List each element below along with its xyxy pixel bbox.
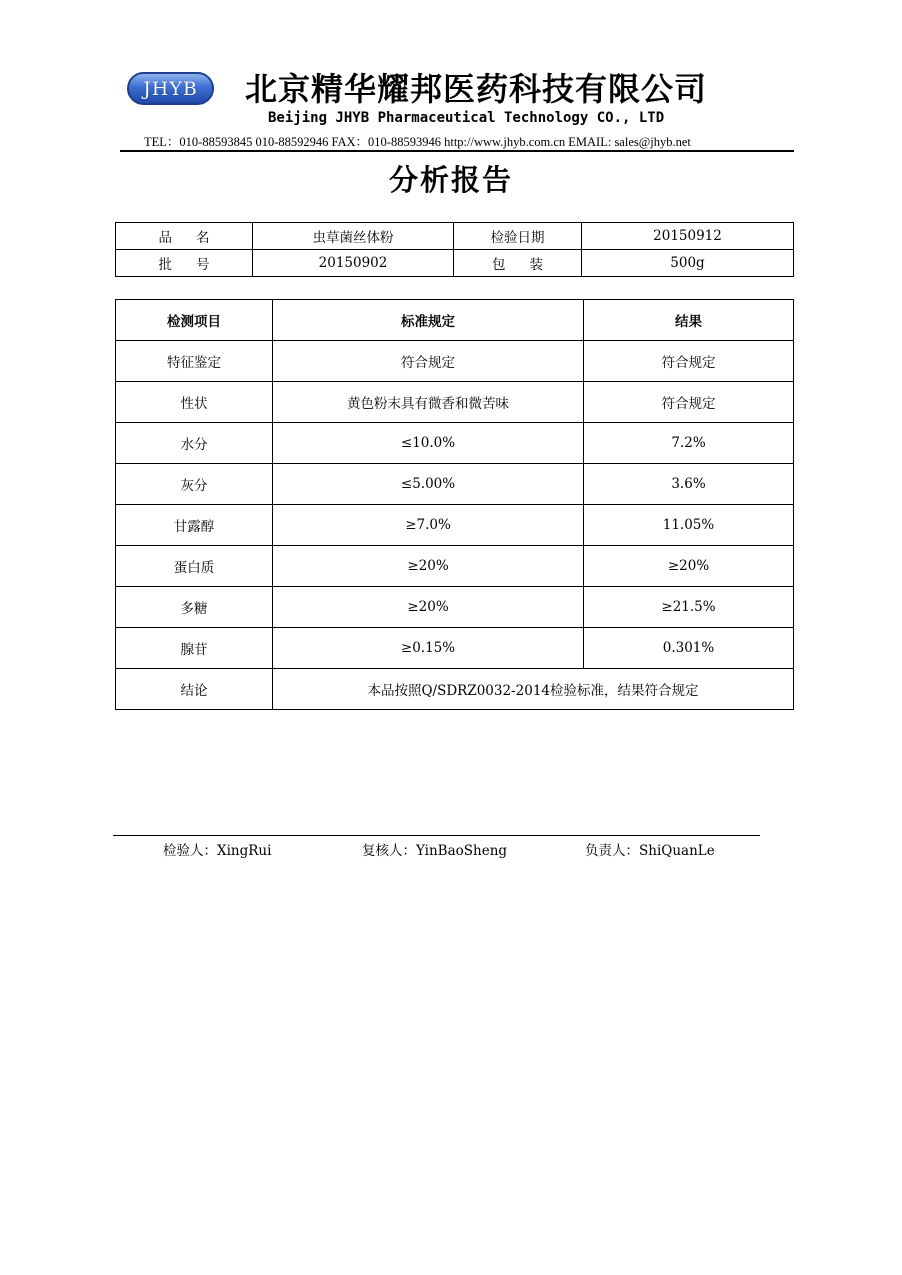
row-standard: ≤5.00% xyxy=(273,464,584,505)
product-info-table xyxy=(115,222,794,277)
batch-value: 20150902 xyxy=(253,250,454,277)
row-standard: ≥7.0% xyxy=(273,505,584,546)
table-row xyxy=(116,341,794,382)
inspector-signature: 检验人：XingRui xyxy=(163,843,272,859)
conclusion-label: 结论 xyxy=(116,669,273,710)
table-row xyxy=(116,423,794,464)
header-item: 检测项目 xyxy=(116,300,273,341)
header-result: 结果 xyxy=(584,300,794,341)
row-result: 0.301% xyxy=(584,628,794,669)
product-value: 虫草菌丝体粉 xyxy=(253,223,454,250)
date-label: 检验日期 xyxy=(454,223,582,250)
header-divider xyxy=(120,150,794,152)
conclusion-row xyxy=(116,669,794,710)
row-result: ≥21.5% xyxy=(584,587,794,628)
row-item: 性状 xyxy=(116,382,273,423)
table-row xyxy=(116,628,794,669)
row-item: 蛋白质 xyxy=(116,546,273,587)
row-item: 特征鉴定 xyxy=(116,341,273,382)
test-results-table xyxy=(115,299,794,710)
row-result: 7.2% xyxy=(584,423,794,464)
package-value: 500g xyxy=(582,250,794,277)
table-row xyxy=(116,505,794,546)
row-item: 灰分 xyxy=(116,464,273,505)
table-header-row xyxy=(116,300,794,341)
row-item: 水分 xyxy=(116,423,273,464)
row-item: 腺苷 xyxy=(116,628,273,669)
row-standard: ≥20% xyxy=(273,546,584,587)
row-standard: ≥0.15% xyxy=(273,628,584,669)
table-row xyxy=(116,546,794,587)
batch-label: 批号 xyxy=(116,250,253,277)
row-result: 符合规定 xyxy=(584,341,794,382)
row-result: ≥20% xyxy=(584,546,794,587)
package-label: 包装 xyxy=(454,250,582,277)
row-result: 11.05% xyxy=(584,505,794,546)
company-name-cn: 北京精华耀邦医药科技有限公司 xyxy=(245,70,708,108)
row-result: 3.6% xyxy=(584,464,794,505)
company-name-en: Beijing JHYB Pharmaceutical Technology CO., LTD xyxy=(268,110,665,126)
company-logo xyxy=(127,72,214,105)
contact-line: TEL：010-88593845 010-88592946 FAX：010-88593946 http://www.jhyb.com.cn EMAIL: sales@jhyb.net xyxy=(144,135,691,149)
responsible-signature: 负责人：ShiQuanLe xyxy=(585,843,715,859)
reviewer-signature: 复核人：YinBaoSheng xyxy=(362,843,508,859)
logo-text: JHYB xyxy=(143,77,198,100)
header-standard: 标准规定 xyxy=(273,300,584,341)
table-row xyxy=(116,464,794,505)
signature-divider xyxy=(113,835,760,836)
table-row xyxy=(116,250,794,277)
date-value: 20150912 xyxy=(582,223,794,250)
table-row xyxy=(116,382,794,423)
table-row xyxy=(116,223,794,250)
product-label: 品名 xyxy=(116,223,253,250)
conclusion-text: 本品按照Q/SDRZ0032-2014检验标准，结果符合规定 xyxy=(273,669,794,710)
row-item: 甘露醇 xyxy=(116,505,273,546)
row-item: 多糖 xyxy=(116,587,273,628)
table-row xyxy=(116,587,794,628)
row-standard: 黄色粉末具有微香和微苦味 xyxy=(273,382,584,423)
row-standard: ≤10.0% xyxy=(273,423,584,464)
row-result: 符合规定 xyxy=(584,382,794,423)
page-title: 分析报告 xyxy=(388,163,513,197)
row-standard: 符合规定 xyxy=(273,341,584,382)
row-standard: ≥20% xyxy=(273,587,584,628)
